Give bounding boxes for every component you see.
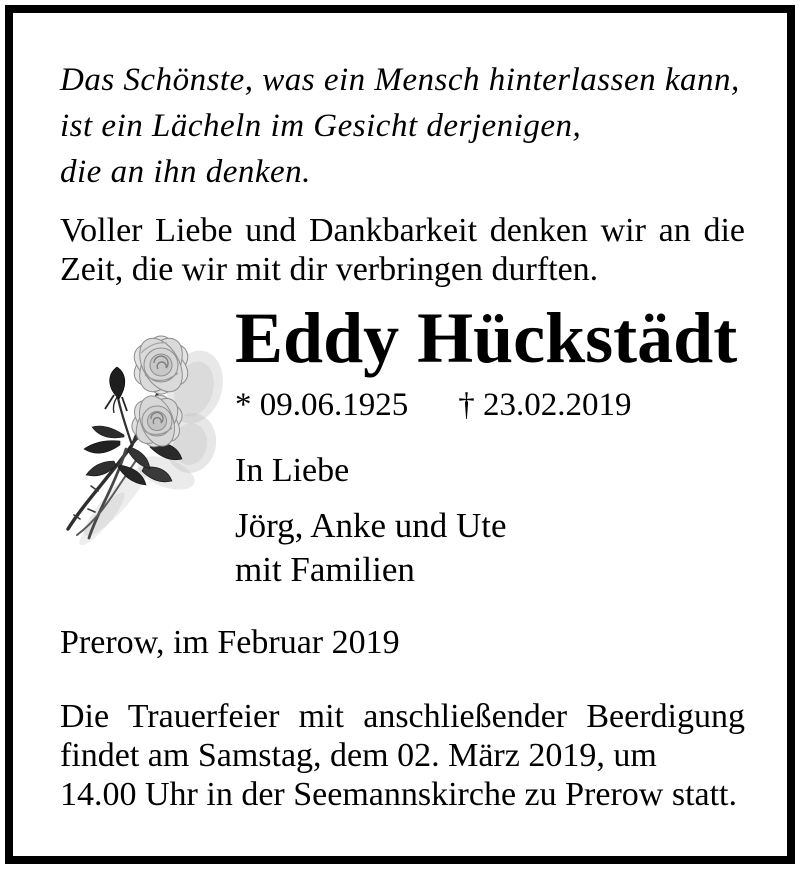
obituary-notice	[5, 5, 795, 864]
funeral-announcement	[60, 697, 745, 814]
illustration-column	[60, 299, 235, 592]
memorial-quote	[60, 57, 745, 195]
funeral-line-1: Die Trauerfeier mit anschließender Beerdigung	[60, 698, 745, 735]
deceased-name: Eddy Hückstädt	[235, 298, 738, 378]
funeral-line-3: 14.00 Uhr in der Seemannskirche zu Prerow statt.	[60, 776, 737, 813]
deceased-details	[235, 299, 745, 592]
life-dates	[235, 387, 745, 423]
family-names	[235, 504, 745, 592]
death-date: † 23.02.2019	[458, 387, 632, 423]
quote-line-3: die an ihn denken.	[60, 154, 311, 190]
funeral-line-2: findet am Samstag, dem 02. März 2019, um	[60, 737, 657, 774]
family-salutation: In Liebe	[235, 452, 350, 489]
family-names-line: Jörg, Anke und Ute	[235, 506, 507, 545]
birth-date: * 09.06.1925	[235, 387, 409, 423]
condolence-line-1: Voller Liebe und Dankbarkeit denken wir an die	[60, 212, 745, 249]
quote-line-2: ist ein Lächeln im Gesicht derjenigen,	[60, 108, 582, 144]
condolence-line-2: Zeit, die wir mit dir verbringen durften.	[60, 251, 599, 288]
place-date-line: Prerow, im Februar 2019	[60, 624, 400, 661]
deceased-section	[60, 299, 745, 592]
quote-line-1: Das Schönste, was ein Mensch hinterlassen kann,	[60, 62, 740, 98]
roses-illustration	[54, 323, 238, 545]
family-suffix-line: mit Familien	[235, 550, 415, 589]
condolence-text	[60, 211, 745, 289]
